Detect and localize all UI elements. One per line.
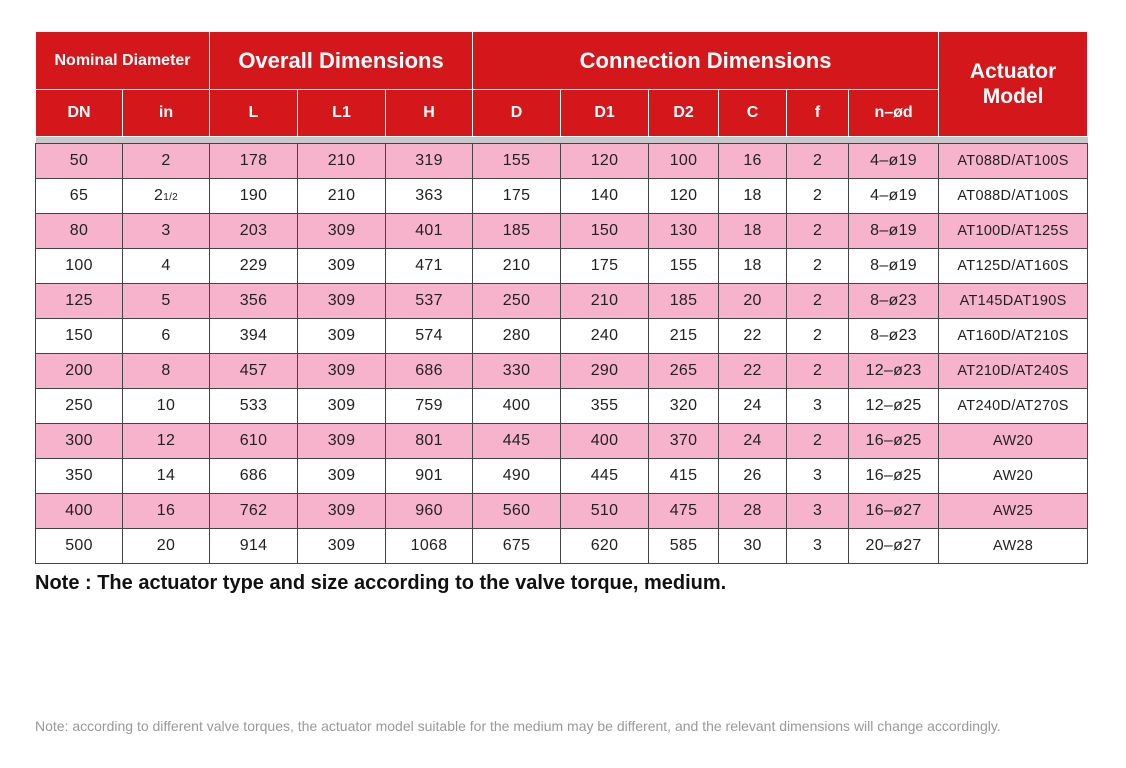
cell-in-whole: 6 xyxy=(161,327,171,344)
cell-in-whole: 3 xyxy=(161,222,171,239)
cell-d1: 620 xyxy=(561,529,649,564)
cell-d: 280 xyxy=(473,319,561,354)
cell-l: 610 xyxy=(210,424,298,459)
cell-l1: 210 xyxy=(298,179,386,214)
cell-in-whole: 16 xyxy=(156,502,176,519)
cell-d2: 130 xyxy=(649,214,719,249)
column-header-l1: L1 xyxy=(298,90,386,137)
cell-d: 675 xyxy=(473,529,561,564)
column-header-nd: n–ød xyxy=(849,90,939,137)
cell-in xyxy=(123,494,210,529)
cell-d: 155 xyxy=(473,144,561,179)
cell-d2: 475 xyxy=(649,494,719,529)
cell-nd: 16–ø25 xyxy=(849,424,939,459)
table-row xyxy=(36,249,1088,284)
cell-dn: 500 xyxy=(36,529,123,564)
cell-d: 490 xyxy=(473,459,561,494)
table-row xyxy=(36,214,1088,249)
table-row xyxy=(36,319,1088,354)
cell-in-whole: 2 xyxy=(161,152,171,169)
cell-actuator: AW28 xyxy=(939,529,1088,564)
cell-d: 250 xyxy=(473,284,561,319)
cell-d: 560 xyxy=(473,494,561,529)
column-header-l: L xyxy=(210,90,298,137)
cell-d1: 445 xyxy=(561,459,649,494)
cell-actuator: AT240D/AT270S xyxy=(939,389,1088,424)
cell-f: 2 xyxy=(787,214,849,249)
cell-f: 3 xyxy=(787,389,849,424)
cell-in-whole: 12 xyxy=(156,432,176,449)
cell-actuator: AT088D/AT100S xyxy=(939,179,1088,214)
cell-in-whole: 4 xyxy=(161,257,171,274)
cell-f: 2 xyxy=(787,179,849,214)
cell-in xyxy=(123,284,210,319)
cell-c: 22 xyxy=(719,319,787,354)
cell-in xyxy=(123,529,210,564)
cell-h: 901 xyxy=(386,459,473,494)
column-header-h: H xyxy=(386,90,473,137)
cell-d1: 290 xyxy=(561,354,649,389)
header-column-row xyxy=(36,90,1088,137)
cell-l1: 210 xyxy=(298,144,386,179)
cell-d2: 185 xyxy=(649,284,719,319)
cell-f: 2 xyxy=(787,319,849,354)
table-row xyxy=(36,179,1088,214)
cell-f: 2 xyxy=(787,354,849,389)
cell-c: 28 xyxy=(719,494,787,529)
table-row xyxy=(36,529,1088,564)
cell-h: 574 xyxy=(386,319,473,354)
cell-l1: 309 xyxy=(298,214,386,249)
header-connection-dimensions: Connection Dimensions xyxy=(473,32,939,90)
note-text: Note : The actuator type and size according to the valve torque, medium. xyxy=(35,572,727,594)
column-header-dn: DN xyxy=(36,90,123,137)
header-group-row xyxy=(36,32,1088,90)
cell-l: 394 xyxy=(210,319,298,354)
header-overall-dimensions: Overall Dimensions xyxy=(210,32,473,90)
cell-f: 2 xyxy=(787,249,849,284)
cell-d1: 210 xyxy=(561,284,649,319)
cell-c: 30 xyxy=(719,529,787,564)
cell-h: 471 xyxy=(386,249,473,284)
cell-nd: 8–ø19 xyxy=(849,249,939,284)
cell-l: 914 xyxy=(210,529,298,564)
cell-nd: 16–ø27 xyxy=(849,494,939,529)
cell-c: 16 xyxy=(719,144,787,179)
cell-d1: 240 xyxy=(561,319,649,354)
cell-d: 175 xyxy=(473,179,561,214)
cell-dn: 400 xyxy=(36,494,123,529)
cell-l1: 309 xyxy=(298,459,386,494)
cell-in xyxy=(123,459,210,494)
cell-in-whole: 5 xyxy=(161,292,171,309)
cell-d2: 415 xyxy=(649,459,719,494)
cell-h: 401 xyxy=(386,214,473,249)
cell-dn: 150 xyxy=(36,319,123,354)
column-header-c: C xyxy=(719,90,787,137)
table-row xyxy=(36,424,1088,459)
table-row xyxy=(36,284,1088,319)
cell-l: 190 xyxy=(210,179,298,214)
cell-c: 22 xyxy=(719,354,787,389)
footnote-text: Note: according to different valve torques, the actuator model suitable for the medium may be different, and the relevant dimensions will change accordingly. xyxy=(35,718,1001,734)
cell-d2: 585 xyxy=(649,529,719,564)
cell-nd: 12–ø25 xyxy=(849,389,939,424)
cell-l: 457 xyxy=(210,354,298,389)
cell-d2: 320 xyxy=(649,389,719,424)
cell-actuator: AW20 xyxy=(939,424,1088,459)
cell-l1: 309 xyxy=(298,319,386,354)
cell-dn: 65 xyxy=(36,179,123,214)
cell-dn: 350 xyxy=(36,459,123,494)
column-header-d2: D2 xyxy=(649,90,719,137)
cell-nd: 20–ø27 xyxy=(849,529,939,564)
cell-dn: 50 xyxy=(36,144,123,179)
cell-d2: 120 xyxy=(649,179,719,214)
cell-dn: 250 xyxy=(36,389,123,424)
cell-l1: 309 xyxy=(298,389,386,424)
cell-d1: 150 xyxy=(561,214,649,249)
cell-h: 1068 xyxy=(386,529,473,564)
cell-nd: 8–ø23 xyxy=(849,284,939,319)
cell-in-whole: 10 xyxy=(156,397,176,414)
cell-f: 3 xyxy=(787,529,849,564)
cell-dn: 200 xyxy=(36,354,123,389)
cell-in-fraction: 1/2 xyxy=(163,192,179,203)
cell-in-whole: 2 xyxy=(154,187,164,204)
cell-in xyxy=(123,144,210,179)
cell-d1: 510 xyxy=(561,494,649,529)
header-actuator-line2: Model xyxy=(982,85,1044,108)
cell-d: 400 xyxy=(473,389,561,424)
cell-d2: 265 xyxy=(649,354,719,389)
cell-in xyxy=(123,249,210,284)
cell-d2: 100 xyxy=(649,144,719,179)
cell-d1: 400 xyxy=(561,424,649,459)
cell-nd: 8–ø19 xyxy=(849,214,939,249)
cell-l1: 309 xyxy=(298,424,386,459)
cell-nd: 16–ø25 xyxy=(849,459,939,494)
cell-dn: 100 xyxy=(36,249,123,284)
cell-h: 759 xyxy=(386,389,473,424)
cell-h: 801 xyxy=(386,424,473,459)
cell-d: 185 xyxy=(473,214,561,249)
column-header-d1: D1 xyxy=(561,90,649,137)
cell-d: 210 xyxy=(473,249,561,284)
cell-in-whole: 14 xyxy=(156,467,176,484)
cell-l: 533 xyxy=(210,389,298,424)
cell-in xyxy=(123,179,210,214)
table-body xyxy=(36,137,1088,564)
cell-l: 203 xyxy=(210,214,298,249)
cell-h: 363 xyxy=(386,179,473,214)
header-nominal-diameter: Nominal Diameter xyxy=(36,32,210,90)
table-row xyxy=(36,389,1088,424)
column-header-d: D xyxy=(473,90,561,137)
cell-h: 960 xyxy=(386,494,473,529)
cell-l: 762 xyxy=(210,494,298,529)
cell-in xyxy=(123,319,210,354)
dimensions-table xyxy=(35,31,1088,564)
table-row xyxy=(36,494,1088,529)
cell-nd: 4–ø19 xyxy=(849,179,939,214)
header-separator xyxy=(36,137,1088,144)
separator-bar xyxy=(36,137,1088,144)
cell-l: 686 xyxy=(210,459,298,494)
cell-in xyxy=(123,354,210,389)
cell-h: 537 xyxy=(386,284,473,319)
cell-d1: 175 xyxy=(561,249,649,284)
cell-c: 26 xyxy=(719,459,787,494)
cell-f: 3 xyxy=(787,459,849,494)
cell-c: 24 xyxy=(719,424,787,459)
cell-actuator: AW25 xyxy=(939,494,1088,529)
cell-l1: 309 xyxy=(298,249,386,284)
cell-f: 2 xyxy=(787,424,849,459)
cell-l: 229 xyxy=(210,249,298,284)
cell-c: 18 xyxy=(719,249,787,284)
cell-actuator: AT145DAT190S xyxy=(939,284,1088,319)
cell-nd: 12–ø23 xyxy=(849,354,939,389)
cell-actuator: AT210D/AT240S xyxy=(939,354,1088,389)
cell-f: 3 xyxy=(787,494,849,529)
cell-actuator: AT160D/AT210S xyxy=(939,319,1088,354)
cell-dn: 125 xyxy=(36,284,123,319)
cell-dn: 300 xyxy=(36,424,123,459)
cell-actuator: AT088D/AT100S xyxy=(939,144,1088,179)
cell-d2: 370 xyxy=(649,424,719,459)
cell-actuator: AW20 xyxy=(939,459,1088,494)
cell-l1: 309 xyxy=(298,529,386,564)
cell-nd: 4–ø19 xyxy=(849,144,939,179)
dimensions-table-container xyxy=(35,31,1087,564)
header-actuator-line1: Actuator xyxy=(969,60,1057,83)
cell-d1: 140 xyxy=(561,179,649,214)
cell-f: 2 xyxy=(787,284,849,319)
cell-h: 686 xyxy=(386,354,473,389)
cell-d1: 120 xyxy=(561,144,649,179)
cell-d2: 155 xyxy=(649,249,719,284)
cell-in-whole: 8 xyxy=(161,362,171,379)
cell-in-whole: 20 xyxy=(156,537,176,554)
cell-c: 18 xyxy=(719,179,787,214)
cell-d1: 355 xyxy=(561,389,649,424)
cell-actuator: AT125D/AT160S xyxy=(939,249,1088,284)
column-header-in: in xyxy=(123,90,210,137)
cell-l1: 309 xyxy=(298,284,386,319)
cell-l: 178 xyxy=(210,144,298,179)
cell-actuator: AT100D/AT125S xyxy=(939,214,1088,249)
cell-l1: 309 xyxy=(298,354,386,389)
cell-nd: 8–ø23 xyxy=(849,319,939,354)
cell-c: 18 xyxy=(719,214,787,249)
column-header-f: f xyxy=(787,90,849,137)
cell-d2: 215 xyxy=(649,319,719,354)
cell-f: 2 xyxy=(787,144,849,179)
cell-d: 330 xyxy=(473,354,561,389)
cell-h: 319 xyxy=(386,144,473,179)
table-row xyxy=(36,144,1088,179)
cell-dn: 80 xyxy=(36,214,123,249)
cell-l: 356 xyxy=(210,284,298,319)
table-row xyxy=(36,354,1088,389)
cell-l1: 309 xyxy=(298,494,386,529)
cell-in xyxy=(123,389,210,424)
header-actuator-model xyxy=(939,32,1088,137)
cell-d: 445 xyxy=(473,424,561,459)
cell-in xyxy=(123,424,210,459)
cell-in xyxy=(123,214,210,249)
cell-c: 20 xyxy=(719,284,787,319)
cell-c: 24 xyxy=(719,389,787,424)
table-row xyxy=(36,459,1088,494)
